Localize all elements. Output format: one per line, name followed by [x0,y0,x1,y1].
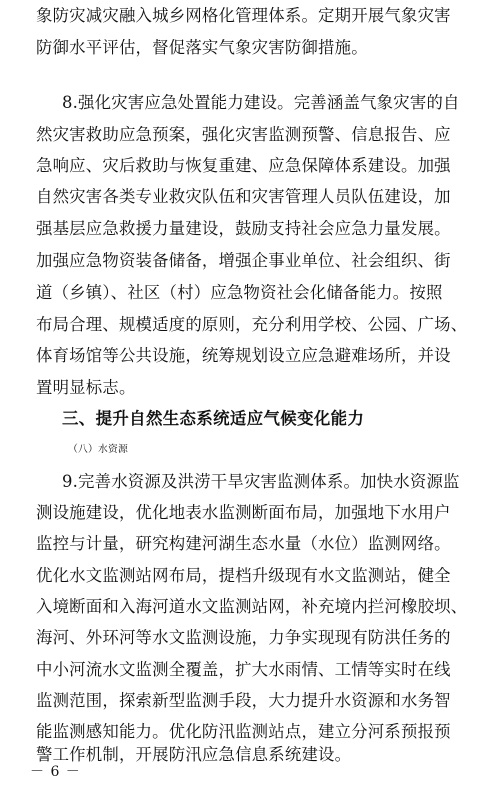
body-text-line: 然灾害救助应急预案，强化灾害监测预警、信息报告、应 [36,125,451,144]
body-text-line: 海河、外环河等水文监测设施，力争实现现有防洪任务的 [36,628,451,647]
body-text-line: 监控与计量，研究构建河湖生态水量（水位）监测网络。 [36,534,451,553]
section-heading: 三、提升自然生态系统适应气候变化能力 [62,409,365,428]
body-text-line: 警工作机制，开展防汛应急信息系统建设。 [36,745,352,764]
paragraph-9-first-line: 9.完善水资源及洪涝干旱灾害监测体系。加快水资源监 [62,472,460,491]
body-text-line: 中小河流水文监测全覆盖，扩大水雨情、工情等实时在线 [36,660,451,679]
body-text-line: 象防灾减灾融入城乡网格化管理体系。定期开展气象灾害 [36,6,451,25]
body-text-line: 自然灾害各类专业救灾队伍和灾害管理人员队伍建设，加 [36,187,451,206]
paragraph-8-first-line: 8.强化灾害应急处置能力建设。完善涵盖气象灾害的自 [62,93,460,112]
body-text-line: 体育场馆等公共设施，统筹规划设立应急避难场所，并设 [36,346,451,365]
page-number: － 6 － [30,764,81,780]
body-text-line: 入境断面和入海河道水文监测站网，补充境内拦河橡胶坝、 [36,597,468,616]
body-text-line: 强基层应急救援力量建设，鼓励支持社会应急力量发展。 [36,219,451,238]
body-text-line: 布局合理、规模适度的原则，充分利用学校、公园、广场、 [36,315,468,334]
body-text-line: 监测范围，探索新型监测手段，大力提升水资源和水务智 [36,691,451,710]
body-text-line: 优化水文监测站网布局，提档升级现有水文监测站，健全 [36,566,451,585]
body-text-line: 防御水平评估，督促落实气象灾害防御措施。 [36,38,368,57]
body-text-line: 能监测感知能力。优化防汛监测站点，建立分河系预报预 [36,722,451,741]
body-text-line: 置明显标志。 [36,378,136,397]
subsection-heading: （八）水资源 [68,444,128,455]
body-text-line: 测设施建设，优化地表水监测断面布局，加强地下水用户 [36,503,451,522]
body-text-line: 加强应急物资装备储备，增强企事业单位、社会组织、街 [36,251,451,270]
body-text-line: 急响应、灾后救助与恢复重建、应急保障体系建设。加强 [36,156,451,175]
body-text-line: 道（乡镇）、社区（村）应急物资社会化储备能力。按照 [36,283,443,302]
